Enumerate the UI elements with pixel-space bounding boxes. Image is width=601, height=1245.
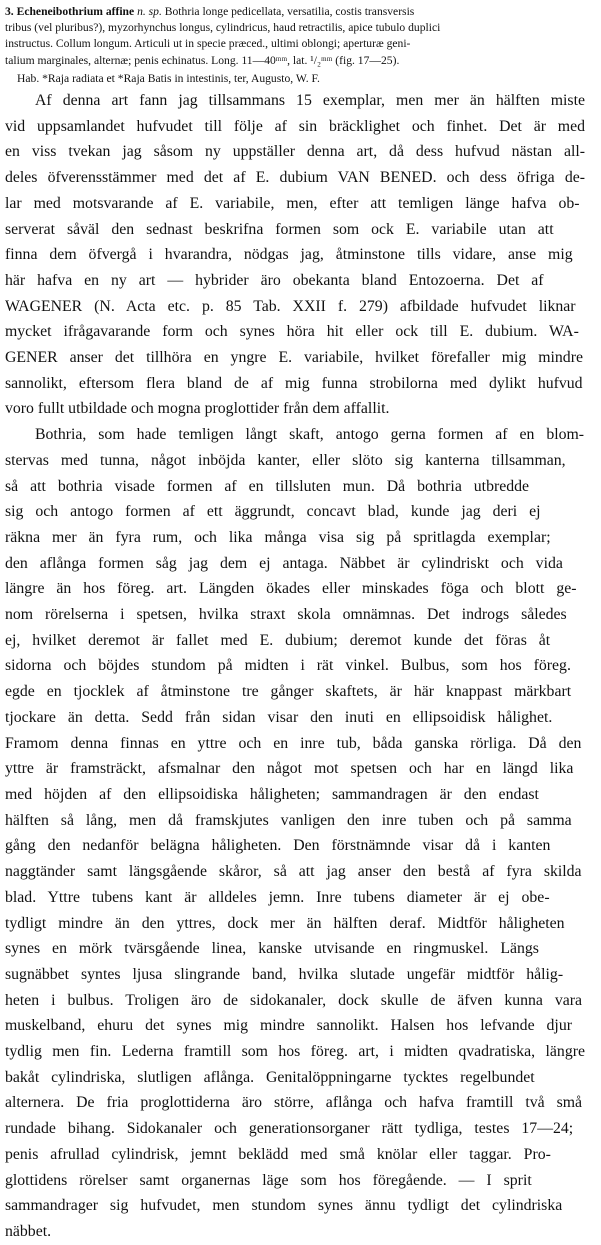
- species-mark: n. sp.: [137, 5, 162, 18]
- text-line: sammandrager sig hufvudet, men stundom synes ännu tydligt det cylindriska: [5, 1197, 563, 1215]
- text-line: stervas med tunna, något inböjda kanter, eller slöto sig kanterna tillsamman,: [5, 451, 566, 469]
- text-line: en viss tvekan jag såsom ny uppställer denna art, då dess hufvud nästan all-: [5, 143, 585, 161]
- diagnosis-first-line: [5, 4, 585, 20]
- text-line: Framom denna finnas en yttre och en inre tub, båda ganska rörliga. Då den: [5, 734, 582, 752]
- text-line: finna dem öfvergå i hvarandra, nödgas jag, åtminstone tills vidare, anse mig: [5, 246, 573, 264]
- text-line: muskelband, ehuru det synes mig mindre sannolikt. Halsen hos lefvande djur: [5, 1017, 572, 1035]
- text-line: ej, hvilket deremot är fallet med E. dubium; deremot kunde det föras åt: [5, 631, 551, 649]
- text-line: glottidens rörelser samt organernas läge som hos föregående. — I sprit: [5, 1171, 532, 1189]
- text-line: näbbet.: [5, 1222, 52, 1240]
- text-line: alternera. De fria proglottiderna äro större, aflånga och hafva framtill två små: [5, 1094, 583, 1112]
- text-line: den aflånga formen såg jag dem ej antaga. Näbbet är cylindriskt och vida: [5, 554, 563, 572]
- text-line: synes en mörk tvärsgående linea, kanske utvisande en ringmuskel. Längs: [5, 940, 539, 958]
- text-line: så att bothria visade formen af en tillsluten mun. Då bothria utbredde: [5, 477, 530, 495]
- text-line: serverat såväl den sednast beskrifna formen som ock E. variabile utan att: [5, 220, 554, 238]
- text-line: voro fullt utbildade och mogna proglottider från dem affallit.: [5, 400, 390, 418]
- text-line: tydligt mindre än den yttres, dock mer än hälften deraf. Midtför håligheten: [5, 914, 565, 932]
- habitat-text: *Raja radiata et *Raja Batis in intestinis, ter, Augusto, W. F.: [42, 71, 320, 85]
- text-line: här hafva en ny art — hybrider äro obekanta bland Entozoerna. Det af: [5, 271, 544, 289]
- text-line: nom rörelserna i spetsen, hvilka straxt skola omnämnas. Det indrogs således: [5, 606, 567, 624]
- text-line: räkna mer än fyra rum, och lika många visa sig på spritlagda exemplar;: [5, 528, 551, 546]
- latin-diagnosis: [5, 4, 585, 87]
- text-line: sidorna och böjdes stundom på midten i rät vinkel. Bulbus, som hos föreg.: [5, 657, 571, 675]
- text-line: rundade bihang. Sidokanaler och generationsorganer rätt tydliga, testes 17—24;: [5, 1120, 574, 1138]
- text-line: sannolikt, eftersom flera bland de af mig funna strobilorna med dylikt hufvud: [5, 374, 583, 392]
- diagnosis-line: instructus. Collum longum. Articuli ut in specie præced., ultimi oblongi; aperturæ geni-: [5, 37, 411, 51]
- text-line: egde en tjocklek af åtminstone tre gånger skaftets, är här knappast märkbart: [5, 683, 572, 701]
- text-line: bakåt cylindriska, slutligen aflånga. Genitalöppningarne tycktes regelbundet: [5, 1068, 535, 1086]
- species-number: 3.: [5, 5, 14, 18]
- text-line: sugnäbbet syntes ljusa slingrande band, hvilka slutade ungefär midtför hålig-: [5, 965, 564, 983]
- habitat-label: Hab.: [17, 71, 40, 85]
- text-line: tydlig men fin. Lederna framtill som hos föreg. art, i midten qvadratiska, längre: [5, 1043, 585, 1061]
- diagnosis-line: tribus (vel pluribus?), myzorhynchus longus, cylindricus, haud retractilis, apice tubulo duplici: [5, 21, 441, 35]
- text-line: med höjden af den ellipsoidiska håligheten; sammandragen är den endast: [5, 786, 539, 803]
- body-text: [5, 88, 585, 1245]
- text-line: sig och antogo formen af ett äggrundt, concavt blad, kunde jag deri ej: [5, 503, 541, 521]
- text-line: Bothria, som hade temligen långt skaft, antogo gerna formen af en blom-: [35, 426, 585, 444]
- text-line: lar med motsvarande af E. variabile, men, efter att temligen länge hafva ob-: [5, 194, 580, 212]
- text-line: naggtänder samt längsgående skåror, så att jag anser den bestå af fyra skilda: [5, 863, 582, 881]
- text-line: längre än hos föreg. art. Längden ökades eller minskades föga och blott ge-: [5, 580, 577, 598]
- text-line: hälften så lång, men då framskjutes vanligen den inre tuben och på samma: [5, 811, 572, 829]
- text-line: vid uppsamlandet hufvudet till följe af sin bräcklighet och finhet. Det är med: [5, 117, 585, 135]
- text-line: heten i bulbus. Troligen äro de sidokanaler, dock skulle de äfven kunna vara: [5, 991, 583, 1009]
- text-line: yttre är framsträckt, afsmalnar den något mot spetsen och har en längd lika: [5, 760, 574, 778]
- text-line: mycket ifrågavarande form och synes höra hit eller ock till E. dubium. WA-: [5, 323, 579, 341]
- text-line: Af denna art fann jag tillsammans 15 exemplar, men mer än hälften miste: [35, 92, 585, 110]
- text-line: gång den nedanför belägna håligheten. Den förstnämnde visar då i kanten: [5, 837, 551, 855]
- diagnosis-line: Bothria longe pedicellata, versatilia, costis transversis: [164, 5, 415, 18]
- text-line: blad. Yttre tubens kant är alldeles jemn. Inre tubens diameter är ej obe-: [5, 888, 550, 906]
- text-line: GENER anser det tillhöra en yngre E. variabile, hvilket förefaller mig mindre: [5, 349, 583, 367]
- text-line: penis afrullad cylindrisk, jemnt beklädd med små knölar eller taggar. Pro-: [5, 1145, 551, 1163]
- text-line: deles öfverensstämmer med det af E. dubium VAN BENED. och dess öfriga de-: [5, 169, 585, 187]
- diagnosis-line: talium marginales, alternæ; penis echinatus. Long. 11—40ᵐᵐ, lat. ¹/₂ᵐᵐ (fig. 17—25).: [5, 53, 400, 67]
- text-line: tjockare än detta. Sedd från sidan visar den inuti en ellipsoidisk hålighet.: [5, 708, 553, 726]
- species-name: Echeneibothrium affine: [16, 5, 135, 18]
- text-line: WAGENER (N. Acta etc. p. 85 Tab. XXII f. 279) afbildade hufvudet liknar: [5, 297, 576, 315]
- habitat-line: [5, 71, 585, 87]
